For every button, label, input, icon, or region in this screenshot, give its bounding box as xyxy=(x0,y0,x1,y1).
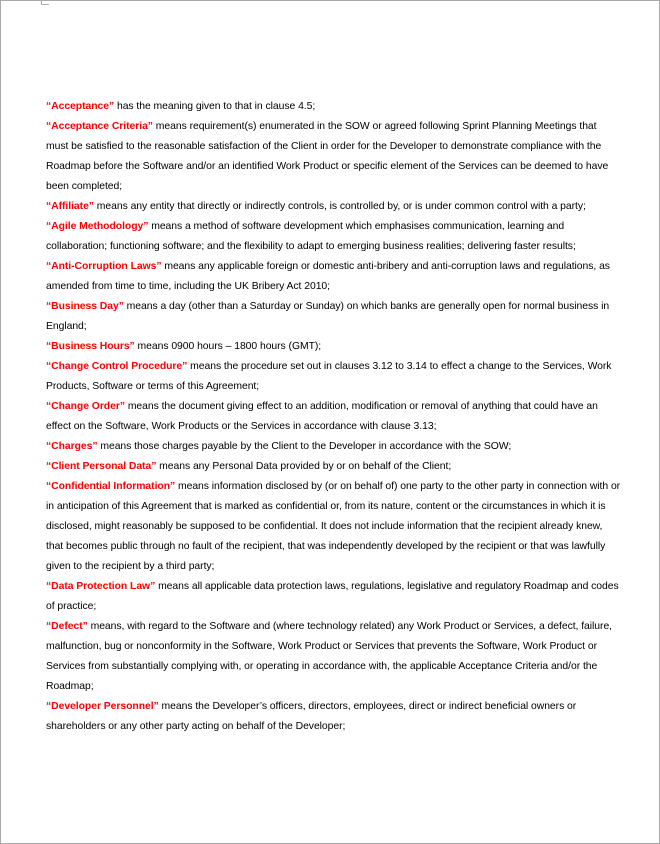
definition-entry xyxy=(46,257,621,297)
definition-entry xyxy=(46,477,621,577)
definition-term: “Developer Personnel” xyxy=(46,701,159,712)
definition-entry xyxy=(46,97,621,117)
definition-text: has the meaning given to that in clause 4.5; xyxy=(114,101,316,112)
definition-text: means, with regard to the Software and (where technology related) any Work Product or Services, a defect, failure, malfunction, bug or nonconformity in the Software, Work Product or Services that prevents the Software, Work Product or Services from substantially complying with, or operating in accordance with, the applicable Acceptance Criteria and/or the Roadmap; xyxy=(46,621,613,692)
definition-term: “Defect” xyxy=(46,621,88,632)
definition-term: “Acceptance Criteria” xyxy=(46,121,153,132)
definition-entry xyxy=(46,297,621,337)
definition-text: means any entity that directly or indirectly controls, is controlled by, or is under common control with a party; xyxy=(93,201,586,212)
definition-term: “Data Protection Law” xyxy=(46,581,156,592)
definition-term: “Acceptance” xyxy=(46,101,115,112)
page-corner-mark xyxy=(41,0,49,5)
definition-term: “Charges” xyxy=(46,441,98,452)
definition-term: “Business Hours” xyxy=(46,341,135,352)
definition-entry xyxy=(46,577,621,617)
definition-entry xyxy=(46,437,621,457)
definition-term: “Confidential Information” xyxy=(46,481,176,492)
definition-text: means any applicable foreign or domestic anti-bribery and anti-corruption laws and regulations, as amended from time to time, including the UK Bribery Act 2010; xyxy=(46,261,610,292)
definition-term: “Agile Methodology” xyxy=(46,221,149,232)
definition-term: “Change Control Procedure” xyxy=(46,361,188,372)
definition-text: means all applicable data protection laws, regulations, legislative and regulatory Roadmap and codes of practice; xyxy=(46,581,619,612)
definition-text: means the Developer’s officers, directors, employees, direct or indirect beneficial owners or shareholders or any other party acting on behalf of the Developer; xyxy=(46,701,577,732)
definition-term: “Business Day” xyxy=(46,301,124,312)
definition-entry xyxy=(46,357,621,397)
definition-text: means a method of software development which emphasises communication, learning and collaboration; functioning software; and the flexibility to adapt to emerging business realities; delivering faster results; xyxy=(46,221,576,252)
definition-entry xyxy=(46,197,621,217)
definition-entry xyxy=(46,397,621,437)
definition-entry xyxy=(46,697,621,737)
definition-entry xyxy=(46,457,621,477)
definition-text: means information disclosed by (or on behalf of) one party to the other party in connection with or in anticipation of this Agreement that is marked as confidential or, from its nature, content or the circumstances in which it is disclosed, might reasonably be supposed to be confidential. It does not include information that the recipient already knew, that becomes public through no fault of the recipient, that was independently developed by the recipient or that was lawfully given to the recipient by a third party; xyxy=(46,481,621,572)
definition-term: “Anti-Corruption Laws” xyxy=(46,261,162,272)
definition-entry xyxy=(46,217,621,257)
definition-term: “Client Personal Data” xyxy=(46,461,157,472)
definition-text: means 0900 hours – 1800 hours (GMT); xyxy=(134,341,322,352)
definition-text: means the procedure set out in clauses 3.12 to 3.14 to effect a change to the Services, Work Products, Software or terms of this Agreement; xyxy=(46,361,612,392)
definitions-list xyxy=(46,97,621,737)
definition-entry xyxy=(46,117,621,197)
definition-text: means a day (other than a Saturday or Sunday) on which banks are generally open for normal business in England; xyxy=(46,301,610,332)
definition-text: means the document giving effect to an addition, modification or removal of anything that could have an effect on the Software, Work Products or the Services in accordance with clause 3.13; xyxy=(46,401,598,432)
definition-entry xyxy=(46,617,621,697)
definition-text: means those charges payable by the Client to the Developer in accordance with the SOW; xyxy=(97,441,512,452)
definition-term: “Change Order” xyxy=(46,401,125,412)
definition-term: “Affiliate” xyxy=(46,201,94,212)
definition-text: means requirement(s) enumerated in the SOW or agreed following Sprint Planning Meetings that must be satisfied to the reasonable satisfaction of the Client in order for the Developer to demonstrate compliance with the Roadmap before the Software and/or an identified Work Product or specific element of the Services can be deemed to have been completed; xyxy=(46,121,609,192)
definition-entry xyxy=(46,337,621,357)
definition-text: means any Personal Data provided by or on behalf of the Client; xyxy=(156,461,452,472)
